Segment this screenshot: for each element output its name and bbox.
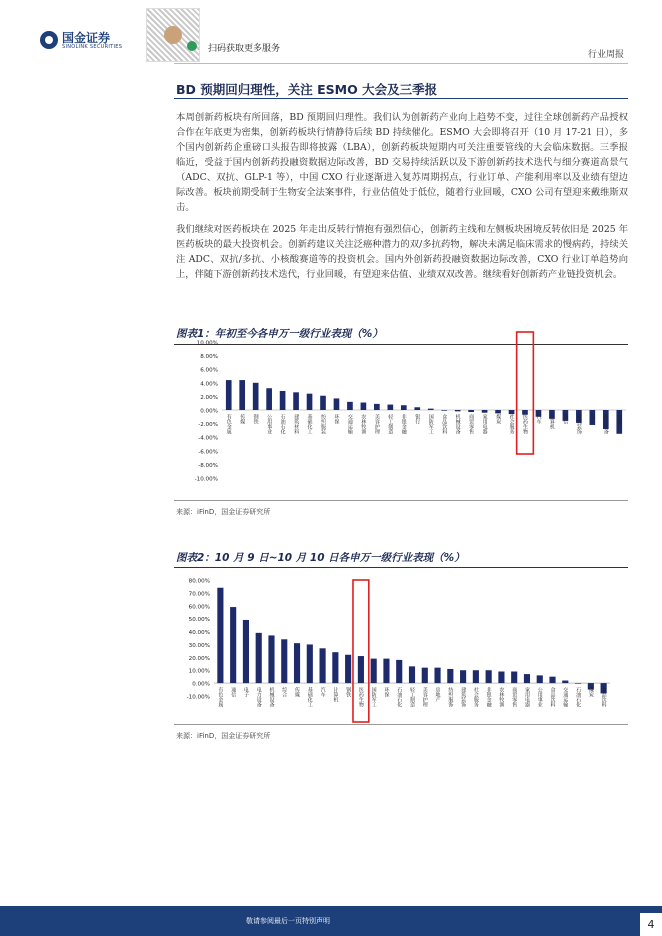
section-title: BD 预期回归理性，关注 ESMO 大会及三季报	[176, 82, 438, 97]
bar	[226, 380, 232, 410]
y-tick-label: 2.00%	[200, 394, 218, 401]
category-label: 钢铁	[345, 687, 352, 698]
y-tick-label: 50.00%	[188, 617, 210, 624]
highlight-box	[517, 332, 534, 454]
brand-en: SINOLINK SECURITIES	[62, 44, 123, 50]
y-tick-label: 20.00%	[188, 655, 210, 662]
category-label: 银行	[414, 414, 421, 424]
y-tick-label: -2.00%	[198, 422, 218, 429]
category-label: 农林牧渔	[498, 687, 505, 708]
category-label: 食品饮料	[441, 414, 448, 434]
category-label: 综合	[281, 687, 288, 698]
y-tick-label: -10.00%	[194, 476, 218, 483]
category-label: 计算机	[332, 687, 339, 703]
figure-1-source: 来源：iFinD，国金证券研究所	[176, 508, 271, 516]
bar	[256, 633, 262, 683]
category-label: 基础化工	[306, 414, 313, 434]
bar	[495, 410, 501, 413]
qr-center-logo	[164, 26, 182, 44]
bar	[498, 672, 504, 684]
bar	[280, 391, 286, 410]
bar	[388, 405, 394, 410]
bar	[266, 388, 272, 410]
category-label: 石油石化	[396, 687, 403, 708]
footer-disclaimer: 敬请参阅最后一页特别声明	[246, 917, 330, 925]
wechat-badge-icon	[187, 41, 197, 51]
bar	[524, 674, 530, 683]
y-tick-label: 4.00%	[200, 381, 218, 388]
category-label: 国防军工	[370, 687, 377, 708]
paragraph-2: 我们继续对医药板块在 2025 年走出反转行情抱有强烈信心，创新药主线和左侧板块困境反转依旧是 2025 年医药板块的最大投资机会。创新药建议关注泛癌种潜力的双/多抗药物，解决未满足临床需求的慢病药，持续关注 ADC、双抗/多抗、小核酸赛道等的投资机会。国内外创新药投融资数据边际改善，CXO 行业订单趋势向上，伴随下游创新药技术迭代，行业回暖，有望迎来估值、业绩双双改善。继续看好创新药产业链投资机会。	[176, 224, 628, 280]
qr-code-icon[interactable]	[146, 8, 200, 62]
bar	[511, 672, 517, 684]
category-label: 国防军工	[427, 414, 434, 434]
y-tick-label: 10.00%	[196, 340, 218, 347]
bar	[549, 677, 555, 683]
category-label: 建筑材料	[293, 414, 300, 434]
category-label: 煤炭	[495, 414, 502, 424]
y-tick-label: 8.00%	[200, 354, 218, 361]
bar	[243, 620, 249, 683]
category-label: 家用电器	[481, 414, 488, 434]
bar	[414, 407, 420, 410]
category-label: 有色金属	[225, 414, 232, 434]
chart-ytd-industry-performance	[174, 330, 634, 508]
y-tick-label: -8.00%	[198, 462, 218, 469]
paragraph-1: 本周创新药板块有所回落，BD 预期回归理性。我们认为创新药产业向上趋势不变，过往全球创新药产品授权合作在年底更为密集，创新药板块行情静待后续 BD 持续催化。ESMO 大会即将召开（10 月 17-21 日），多个国内创新药企重磅口头报告即将披露（LBA），创新药板块短期内可关注重要管线的大会临床数据。三季报临近，受益于国内创新药投融资数据边际改善，BD 交易持续活跃以及下游创新药技术迭代与细分赛道高景气（ADC、双抗、GLP-1 等），中国 CXO 行业逐渐进入复苏周期拐点，行业订单、产能利用率以及业绩有望边际改善。板块前期受制于生物安全法案事件，行业估值处于低位，随着行业回暖，CXO 公司有望迎来戴维斯双击。	[176, 112, 628, 213]
qr-caption: 扫码获取更多服务	[208, 44, 281, 54]
category-label: 环保	[383, 687, 390, 698]
bar	[332, 652, 338, 683]
bar	[253, 383, 259, 410]
bar	[434, 668, 440, 683]
category-label: 汽车	[319, 687, 326, 698]
bar	[447, 669, 453, 683]
page-header	[0, 0, 662, 70]
report-type: 行业周报	[587, 50, 624, 60]
category-label: 电子	[589, 414, 596, 424]
bar	[486, 670, 492, 683]
bar	[268, 635, 274, 683]
bar	[347, 402, 353, 410]
category-label: 传媒	[239, 414, 246, 424]
y-tick-label: 6.00%	[200, 367, 218, 374]
category-label: 公用事业	[536, 687, 543, 708]
bar	[320, 396, 326, 410]
bar	[358, 656, 364, 683]
category-label: 传媒	[294, 687, 301, 698]
category-label: 社会服务	[472, 687, 479, 708]
bar	[441, 410, 447, 411]
bar	[401, 405, 407, 410]
category-label: 纺织服装	[320, 414, 326, 434]
bar	[307, 394, 313, 410]
brand-cn: 国金证券	[62, 31, 111, 45]
category-label: 房地产	[434, 687, 441, 703]
figure-2-title: 图表2：10 月 9 日~10 月 10 日各申万一级行业表现（%）	[176, 552, 465, 564]
figure-2-bottom-rule	[174, 724, 628, 725]
category-label: 商贸零售	[468, 414, 475, 434]
sinolink-logo-icon	[40, 31, 58, 49]
chart-oct9-10-industry-performance	[174, 568, 634, 726]
category-label: 石油石化	[279, 414, 286, 434]
y-tick-label: 70.00%	[188, 591, 210, 598]
category-label: 医药生物	[522, 414, 528, 434]
category-label: 机械设备	[454, 414, 461, 434]
category-label: 通信	[562, 414, 569, 424]
category-label: 社会服务	[508, 414, 515, 434]
category-label: 美容护理	[421, 687, 428, 708]
page-number: 4	[640, 913, 662, 936]
y-tick-label: 0.00%	[200, 408, 218, 415]
category-label: 食品饮料	[600, 687, 607, 708]
bar	[473, 670, 479, 683]
y-tick-label: 80.00%	[188, 578, 210, 585]
bar	[482, 410, 488, 413]
bar	[428, 409, 434, 410]
bar	[468, 410, 474, 412]
category-label: 机械设备	[268, 687, 275, 708]
section-divider	[174, 98, 628, 99]
figure-1-bottom-rule	[174, 500, 628, 501]
bar	[383, 659, 389, 683]
bar	[294, 643, 300, 683]
category-label: 纺织服饰	[447, 687, 454, 708]
y-tick-label: 40.00%	[188, 630, 210, 637]
category-label: 农林牧渔	[360, 414, 367, 434]
category-label: 医药生物	[357, 687, 364, 708]
bar	[409, 666, 415, 683]
category-label: 有色金属	[217, 687, 224, 708]
category-label: 电力设备	[602, 414, 609, 434]
category-label: 食品饮料	[549, 687, 556, 708]
category-label: 通信	[230, 687, 237, 698]
y-tick-label: -10.00%	[186, 694, 210, 701]
y-tick-label: -4.00%	[198, 435, 218, 442]
bar	[537, 675, 543, 683]
y-tick-label: 60.00%	[188, 604, 210, 611]
bar	[217, 588, 223, 683]
y-tick-label: -6.00%	[198, 449, 218, 456]
bar	[239, 380, 245, 410]
y-tick-label: 0.00%	[192, 681, 210, 688]
category-label: 建筑装饰	[460, 687, 467, 708]
bar	[361, 403, 367, 410]
bar	[281, 639, 287, 683]
bar	[460, 670, 466, 683]
figure-1-title: 图表1：年初至今各申万一级行业表现（%）	[176, 328, 383, 340]
category-label: 非银金融	[400, 414, 407, 434]
category-label: 房地产	[616, 414, 623, 429]
category-label: 计算机	[548, 414, 555, 429]
bar	[374, 404, 380, 410]
bar	[562, 681, 568, 684]
category-label: 汽车	[535, 414, 542, 424]
bar	[293, 392, 299, 410]
figure-2-source: 来源：iFinD，国金证券研究所	[176, 732, 271, 740]
category-label: 美容护理	[373, 414, 380, 434]
y-tick-label: 10.00%	[188, 668, 210, 675]
bar	[230, 607, 236, 683]
header-divider	[174, 63, 628, 64]
category-label: 环保	[333, 414, 340, 424]
category-label: 石油石化	[575, 687, 582, 708]
category-label: 交通运输	[346, 414, 353, 434]
page-footer	[0, 906, 662, 936]
bar	[307, 644, 313, 683]
bar	[575, 683, 581, 684]
category-label: 钢铁	[252, 414, 259, 424]
bar	[371, 659, 377, 683]
category-label: 公用事业	[266, 414, 273, 434]
category-label: 家用电器	[523, 687, 530, 708]
category-label: 非银金融	[485, 687, 492, 708]
category-label: 轻工制造	[387, 414, 394, 434]
bar	[455, 410, 461, 411]
bar	[320, 648, 326, 683]
category-label: 煤炭	[587, 687, 594, 698]
category-label: 电子	[242, 687, 249, 698]
bar	[422, 668, 428, 683]
y-tick-label: 30.00%	[188, 642, 210, 649]
bar	[396, 660, 402, 683]
category-label: 基础化工	[306, 687, 313, 708]
bar	[334, 398, 340, 410]
category-label: 商贸零售	[511, 687, 518, 708]
category-label: 轻工制造	[409, 687, 415, 708]
category-label: 建筑装饰	[575, 414, 582, 434]
bar	[345, 655, 351, 683]
category-label: 交通运输	[562, 687, 569, 708]
category-label: 电力设备	[255, 687, 262, 708]
